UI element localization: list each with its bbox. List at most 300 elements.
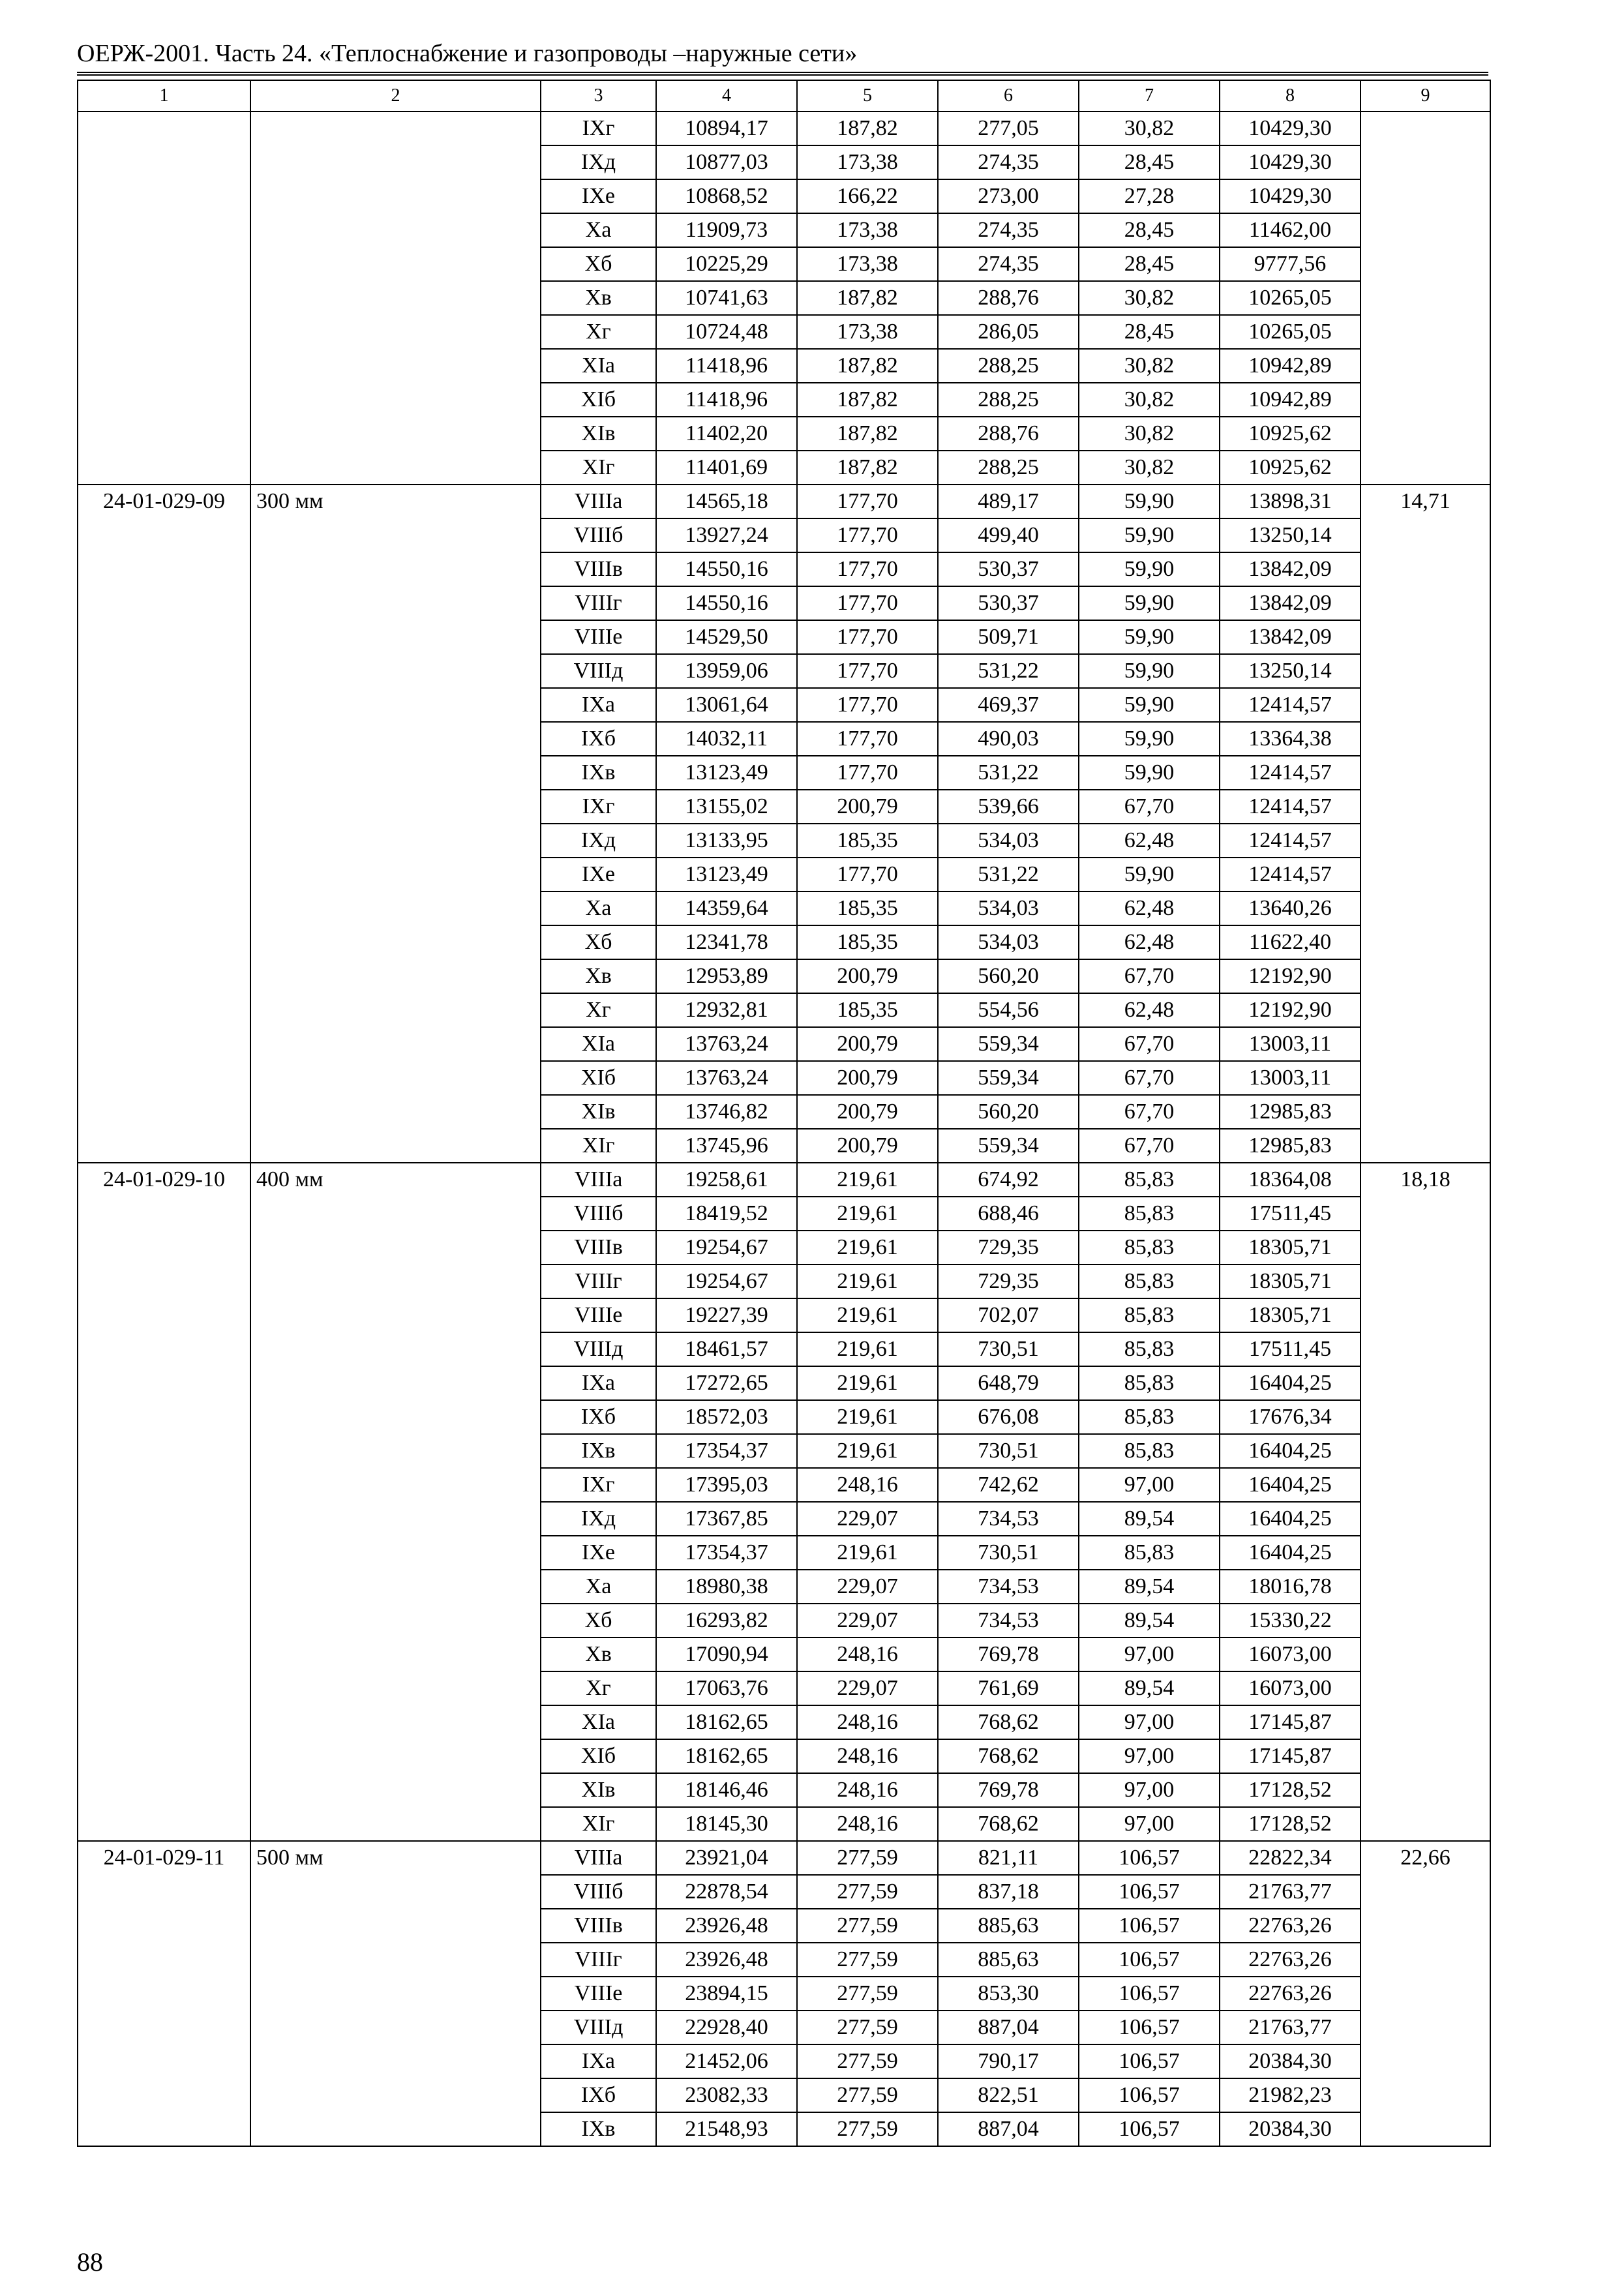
- machine-cell: 768,62: [938, 1705, 1079, 1739]
- table-row: [78, 2044, 1490, 2078]
- machine-cell: 559,34: [938, 1027, 1079, 1061]
- machine-cell: 534,03: [938, 925, 1079, 959]
- name-cell: [250, 756, 541, 790]
- driver-wage-cell: 89,54: [1079, 1604, 1220, 1638]
- materials-cell: 12985,83: [1220, 1129, 1361, 1163]
- machine-cell: 853,30: [938, 1977, 1079, 2011]
- driver-wage-cell: 28,45: [1079, 315, 1220, 349]
- table-row: [78, 1027, 1490, 1061]
- column-header: 3: [541, 80, 656, 112]
- total-cell: 11909,73: [656, 213, 797, 247]
- total-cell: 12932,81: [656, 993, 797, 1027]
- table-row: [78, 2011, 1490, 2044]
- materials-cell: 13898,31: [1220, 485, 1361, 518]
- name-cell: [250, 1027, 541, 1061]
- labor-cell: [1361, 959, 1490, 993]
- code-cell: [78, 145, 250, 179]
- name-cell: [250, 620, 541, 654]
- machine-cell: 509,71: [938, 620, 1079, 654]
- total-cell: 13746,82: [656, 1095, 797, 1129]
- driver-wage-cell: 62,48: [1079, 925, 1220, 959]
- labor-cell: [1361, 1332, 1490, 1366]
- materials-cell: 18305,71: [1220, 1298, 1361, 1332]
- machine-cell: 769,78: [938, 1773, 1079, 1807]
- name-cell: [250, 213, 541, 247]
- table-row: [78, 145, 1490, 179]
- table-row: [78, 891, 1490, 925]
- table-row: [78, 315, 1490, 349]
- driver-wage-cell: 30,82: [1079, 112, 1220, 145]
- name-cell: [250, 2112, 541, 2146]
- machine-cell: 822,51: [938, 2078, 1079, 2112]
- machine-cell: 490,03: [938, 722, 1079, 756]
- driver-wage-cell: 67,70: [1079, 790, 1220, 824]
- name-cell: [250, 1197, 541, 1231]
- table-row: [78, 586, 1490, 620]
- total-cell: 17395,03: [656, 1468, 797, 1502]
- machine-cell: 885,63: [938, 1943, 1079, 1977]
- table-row: [78, 1129, 1490, 1163]
- labor-cell: [1361, 1468, 1490, 1502]
- total-cell: 10868,52: [656, 179, 797, 213]
- materials-cell: 17676,34: [1220, 1400, 1361, 1434]
- code-cell: [78, 1027, 250, 1061]
- total-cell: 14032,11: [656, 722, 797, 756]
- zone-cell: IXв: [541, 2112, 656, 2146]
- table-row: [78, 790, 1490, 824]
- total-cell: 10877,03: [656, 145, 797, 179]
- labor-cell: [1361, 925, 1490, 959]
- total-cell: 11418,96: [656, 383, 797, 417]
- table-row: [78, 281, 1490, 315]
- driver-wage-cell: 85,83: [1079, 1298, 1220, 1332]
- total-cell: 10724,48: [656, 315, 797, 349]
- labor-cell: [1361, 2078, 1490, 2112]
- total-cell: 13763,24: [656, 1061, 797, 1095]
- driver-wage-cell: 59,90: [1079, 620, 1220, 654]
- table-row: [78, 620, 1490, 654]
- name-cell: [250, 790, 541, 824]
- machine-cell: 674,92: [938, 1163, 1079, 1197]
- total-cell: 21452,06: [656, 2044, 797, 2078]
- machine-cell: 559,34: [938, 1061, 1079, 1095]
- wage-cell: 166,22: [797, 179, 938, 213]
- labor-cell: [1361, 1061, 1490, 1095]
- code-cell: [78, 1807, 250, 1841]
- machine-cell: 274,35: [938, 247, 1079, 281]
- wage-cell: 177,70: [797, 858, 938, 891]
- labor-cell: [1361, 1671, 1490, 1705]
- driver-wage-cell: 28,45: [1079, 213, 1220, 247]
- name-cell: [250, 1231, 541, 1264]
- labor-cell: [1361, 1604, 1490, 1638]
- total-cell: 18572,03: [656, 1400, 797, 1434]
- name-cell: [250, 1807, 541, 1841]
- materials-cell: 15330,22: [1220, 1604, 1361, 1638]
- code-cell: [78, 1264, 250, 1298]
- code-cell: [78, 993, 250, 1027]
- code-cell: [78, 1468, 250, 1502]
- zone-cell: IXе: [541, 179, 656, 213]
- machine-cell: 768,62: [938, 1807, 1079, 1841]
- zone-cell: VIIIд: [541, 654, 656, 688]
- zone-cell: VIIIг: [541, 1943, 656, 1977]
- materials-cell: 18016,78: [1220, 1570, 1361, 1604]
- code-cell: 24-01-029-09: [78, 485, 250, 518]
- total-cell: 13745,96: [656, 1129, 797, 1163]
- materials-cell: 12414,57: [1220, 688, 1361, 722]
- labor-cell: [1361, 1705, 1490, 1739]
- code-cell: [78, 383, 250, 417]
- name-cell: 400 мм: [250, 1163, 541, 1197]
- code-cell: [78, 1977, 250, 2011]
- materials-cell: 22763,26: [1220, 1977, 1361, 2011]
- table-row: [78, 1400, 1490, 1434]
- wage-cell: 219,61: [797, 1163, 938, 1197]
- driver-wage-cell: 28,45: [1079, 247, 1220, 281]
- total-cell: 10741,63: [656, 281, 797, 315]
- name-cell: [250, 1977, 541, 2011]
- materials-cell: 13364,38: [1220, 722, 1361, 756]
- driver-wage-cell: 59,90: [1079, 688, 1220, 722]
- code-cell: [78, 688, 250, 722]
- driver-wage-cell: 59,90: [1079, 722, 1220, 756]
- materials-cell: 12414,57: [1220, 824, 1361, 858]
- table-row: [78, 1671, 1490, 1705]
- labor-cell: [1361, 1129, 1490, 1163]
- code-cell: [78, 858, 250, 891]
- driver-wage-cell: 30,82: [1079, 349, 1220, 383]
- zone-cell: Xa: [541, 891, 656, 925]
- total-cell: 17354,37: [656, 1536, 797, 1570]
- name-cell: [250, 1366, 541, 1400]
- labor-cell: [1361, 247, 1490, 281]
- wage-cell: 200,79: [797, 1061, 938, 1095]
- labor-cell: 22,66: [1361, 1841, 1490, 1875]
- materials-cell: 22763,26: [1220, 1943, 1361, 1977]
- materials-cell: 10942,89: [1220, 349, 1361, 383]
- code-cell: [78, 1570, 250, 1604]
- materials-cell: 17145,87: [1220, 1705, 1361, 1739]
- code-cell: [78, 824, 250, 858]
- labor-cell: [1361, 1909, 1490, 1943]
- labor-cell: [1361, 349, 1490, 383]
- total-cell: 12341,78: [656, 925, 797, 959]
- name-cell: [250, 417, 541, 451]
- code-cell: [78, 1061, 250, 1095]
- labor-cell: [1361, 586, 1490, 620]
- materials-cell: 22822,34: [1220, 1841, 1361, 1875]
- zone-cell: VIIIб: [541, 1197, 656, 1231]
- zone-cell: VIIIa: [541, 485, 656, 518]
- code-cell: [78, 1604, 250, 1638]
- total-cell: 11402,20: [656, 417, 797, 451]
- zone-cell: IXa: [541, 688, 656, 722]
- zone-cell: Xб: [541, 247, 656, 281]
- labor-cell: [1361, 112, 1490, 145]
- name-cell: [250, 1705, 541, 1739]
- zone-cell: IXе: [541, 1536, 656, 1570]
- driver-wage-cell: 67,70: [1079, 1027, 1220, 1061]
- total-cell: 18146,46: [656, 1773, 797, 1807]
- zone-cell: IXa: [541, 2044, 656, 2078]
- total-cell: 10225,29: [656, 247, 797, 281]
- table-row: [78, 959, 1490, 993]
- total-cell: 19258,61: [656, 1163, 797, 1197]
- materials-cell: 17511,45: [1220, 1197, 1361, 1231]
- wage-cell: 248,16: [797, 1705, 938, 1739]
- table-row: [78, 417, 1490, 451]
- name-cell: [250, 858, 541, 891]
- driver-wage-cell: 106,57: [1079, 2112, 1220, 2146]
- driver-wage-cell: 30,82: [1079, 383, 1220, 417]
- table-row: [78, 858, 1490, 891]
- materials-cell: 17128,52: [1220, 1773, 1361, 1807]
- code-cell: [78, 1366, 250, 1400]
- labor-cell: [1361, 1434, 1490, 1468]
- code-cell: [78, 451, 250, 485]
- materials-cell: 10429,30: [1220, 112, 1361, 145]
- wage-cell: 277,59: [797, 1841, 938, 1875]
- wage-cell: 200,79: [797, 1095, 938, 1129]
- driver-wage-cell: 85,83: [1079, 1400, 1220, 1434]
- total-cell: 19254,67: [656, 1231, 797, 1264]
- zone-cell: IXг: [541, 1468, 656, 1502]
- wage-cell: 219,61: [797, 1366, 938, 1400]
- total-cell: 18980,38: [656, 1570, 797, 1604]
- name-cell: [250, 1773, 541, 1807]
- total-cell: 17354,37: [656, 1434, 797, 1468]
- wage-cell: 248,16: [797, 1807, 938, 1841]
- wage-cell: 173,38: [797, 247, 938, 281]
- materials-cell: 13003,11: [1220, 1027, 1361, 1061]
- total-cell: 23921,04: [656, 1841, 797, 1875]
- name-cell: [250, 959, 541, 993]
- wage-cell: 177,70: [797, 654, 938, 688]
- materials-cell: 9777,56: [1220, 247, 1361, 281]
- total-cell: 23894,15: [656, 1977, 797, 2011]
- driver-wage-cell: 106,57: [1079, 1909, 1220, 1943]
- name-cell: [250, 824, 541, 858]
- table-row: [78, 1163, 1490, 1197]
- name-cell: [250, 1570, 541, 1604]
- page-header: ОЕРЖ-2001. Часть 24. «Теплоснабжение и газопроводы –наружные сети»: [77, 39, 1488, 76]
- machine-cell: 288,25: [938, 451, 1079, 485]
- zone-cell: VIIIе: [541, 620, 656, 654]
- zone-cell: IXб: [541, 2078, 656, 2112]
- total-cell: 16293,82: [656, 1604, 797, 1638]
- wage-cell: 187,82: [797, 281, 938, 315]
- table-row: [78, 756, 1490, 790]
- labor-cell: [1361, 1943, 1490, 1977]
- labor-cell: [1361, 1264, 1490, 1298]
- zone-cell: VIIIв: [541, 552, 656, 586]
- machine-cell: 837,18: [938, 1875, 1079, 1909]
- machine-cell: 274,35: [938, 145, 1079, 179]
- code-cell: [78, 1909, 250, 1943]
- table-row: [78, 247, 1490, 281]
- table-row: [78, 1434, 1490, 1468]
- driver-wage-cell: 97,00: [1079, 1739, 1220, 1773]
- code-cell: [78, 112, 250, 145]
- total-cell: 18419,52: [656, 1197, 797, 1231]
- total-cell: 10894,17: [656, 112, 797, 145]
- zone-cell: IXд: [541, 824, 656, 858]
- machine-cell: 288,25: [938, 383, 1079, 417]
- wage-cell: 219,61: [797, 1400, 938, 1434]
- labor-cell: [1361, 756, 1490, 790]
- wage-cell: 185,35: [797, 993, 938, 1027]
- zone-cell: VIIIд: [541, 1332, 656, 1366]
- driver-wage-cell: 89,54: [1079, 1570, 1220, 1604]
- labor-cell: 14,71: [1361, 485, 1490, 518]
- table-row: [78, 1264, 1490, 1298]
- machine-cell: 730,51: [938, 1434, 1079, 1468]
- wage-cell: 177,70: [797, 620, 938, 654]
- name-cell: [250, 925, 541, 959]
- total-cell: 18162,65: [656, 1705, 797, 1739]
- driver-wage-cell: 59,90: [1079, 518, 1220, 552]
- column-header: 4: [656, 80, 797, 112]
- code-cell: [78, 1638, 250, 1671]
- wage-cell: 177,70: [797, 518, 938, 552]
- driver-wage-cell: 85,83: [1079, 1434, 1220, 1468]
- driver-wage-cell: 59,90: [1079, 485, 1220, 518]
- zone-cell: Xг: [541, 1671, 656, 1705]
- code-cell: [78, 1875, 250, 1909]
- table-row: [78, 383, 1490, 417]
- wage-cell: 248,16: [797, 1638, 938, 1671]
- zone-cell: IXв: [541, 1434, 656, 1468]
- labor-cell: [1361, 281, 1490, 315]
- machine-cell: 534,03: [938, 891, 1079, 925]
- driver-wage-cell: 59,90: [1079, 654, 1220, 688]
- total-cell: 13133,95: [656, 824, 797, 858]
- name-cell: [250, 1671, 541, 1705]
- labor-cell: [1361, 2112, 1490, 2146]
- wage-cell: 229,07: [797, 1671, 938, 1705]
- table-row: [78, 349, 1490, 383]
- total-cell: 23082,33: [656, 2078, 797, 2112]
- materials-cell: 12414,57: [1220, 756, 1361, 790]
- wage-cell: 187,82: [797, 383, 938, 417]
- code-cell: [78, 1400, 250, 1434]
- column-header: 7: [1079, 80, 1220, 112]
- driver-wage-cell: 59,90: [1079, 756, 1220, 790]
- driver-wage-cell: 67,70: [1079, 1061, 1220, 1095]
- machine-cell: 277,05: [938, 112, 1079, 145]
- materials-cell: 12192,90: [1220, 959, 1361, 993]
- zone-cell: IXб: [541, 722, 656, 756]
- total-cell: 18461,57: [656, 1332, 797, 1366]
- table-row: [78, 1197, 1490, 1231]
- zone-cell: Xв: [541, 281, 656, 315]
- labor-cell: [1361, 1570, 1490, 1604]
- materials-cell: 18305,71: [1220, 1231, 1361, 1264]
- wage-cell: 248,16: [797, 1773, 938, 1807]
- total-cell: 14550,16: [656, 586, 797, 620]
- table-row: [78, 1909, 1490, 1943]
- materials-cell: 16404,25: [1220, 1502, 1361, 1536]
- driver-wage-cell: 97,00: [1079, 1638, 1220, 1671]
- zone-cell: XIб: [541, 383, 656, 417]
- zone-cell: IXг: [541, 790, 656, 824]
- table-row: [78, 824, 1490, 858]
- labor-cell: [1361, 858, 1490, 891]
- total-cell: 11401,69: [656, 451, 797, 485]
- driver-wage-cell: 30,82: [1079, 281, 1220, 315]
- name-cell: [250, 1264, 541, 1298]
- materials-cell: 21982,23: [1220, 2078, 1361, 2112]
- column-header: 2: [250, 80, 541, 112]
- total-cell: 19254,67: [656, 1264, 797, 1298]
- code-cell: [78, 281, 250, 315]
- materials-cell: 13842,09: [1220, 586, 1361, 620]
- materials-cell: 13003,11: [1220, 1061, 1361, 1095]
- total-cell: 19227,39: [656, 1298, 797, 1332]
- zone-cell: Xг: [541, 315, 656, 349]
- zone-cell: VIIIв: [541, 1231, 656, 1264]
- page-number: 88: [77, 2247, 103, 2277]
- machine-cell: 730,51: [938, 1536, 1079, 1570]
- machine-cell: 821,11: [938, 1841, 1079, 1875]
- driver-wage-cell: 85,83: [1079, 1536, 1220, 1570]
- code-cell: [78, 552, 250, 586]
- labor-cell: [1361, 1366, 1490, 1400]
- code-cell: [78, 891, 250, 925]
- code-cell: [78, 349, 250, 383]
- wage-cell: 219,61: [797, 1434, 938, 1468]
- table-row: [78, 485, 1490, 518]
- wage-cell: 277,59: [797, 2078, 938, 2112]
- wage-cell: 185,35: [797, 925, 938, 959]
- labor-cell: [1361, 179, 1490, 213]
- labor-cell: [1361, 1536, 1490, 1570]
- table-row: [78, 688, 1490, 722]
- name-cell: [250, 349, 541, 383]
- name-cell: [250, 1434, 541, 1468]
- machine-cell: 534,03: [938, 824, 1079, 858]
- code-cell: [78, 2044, 250, 2078]
- materials-cell: 13250,14: [1220, 518, 1361, 552]
- code-cell: [78, 790, 250, 824]
- wage-cell: 277,59: [797, 1875, 938, 1909]
- materials-cell: 16404,25: [1220, 1468, 1361, 1502]
- table-row: [78, 2112, 1490, 2146]
- wage-cell: 187,82: [797, 349, 938, 383]
- code-cell: [78, 925, 250, 959]
- total-cell: 13123,49: [656, 858, 797, 891]
- driver-wage-cell: 89,54: [1079, 1502, 1220, 1536]
- name-cell: [250, 2044, 541, 2078]
- materials-cell: 16404,25: [1220, 1434, 1361, 1468]
- name-cell: [250, 586, 541, 620]
- wage-cell: 248,16: [797, 1468, 938, 1502]
- code-cell: [78, 1434, 250, 1468]
- table-row: [78, 1705, 1490, 1739]
- name-cell: [250, 383, 541, 417]
- labor-cell: [1361, 654, 1490, 688]
- name-cell: [250, 552, 541, 586]
- zone-cell: VIIIa: [541, 1841, 656, 1875]
- labor-cell: [1361, 1502, 1490, 1536]
- code-cell: [78, 518, 250, 552]
- code-cell: [78, 1129, 250, 1163]
- column-header: 8: [1220, 80, 1361, 112]
- labor-cell: 18,18: [1361, 1163, 1490, 1197]
- code-cell: [78, 756, 250, 790]
- name-cell: [250, 451, 541, 485]
